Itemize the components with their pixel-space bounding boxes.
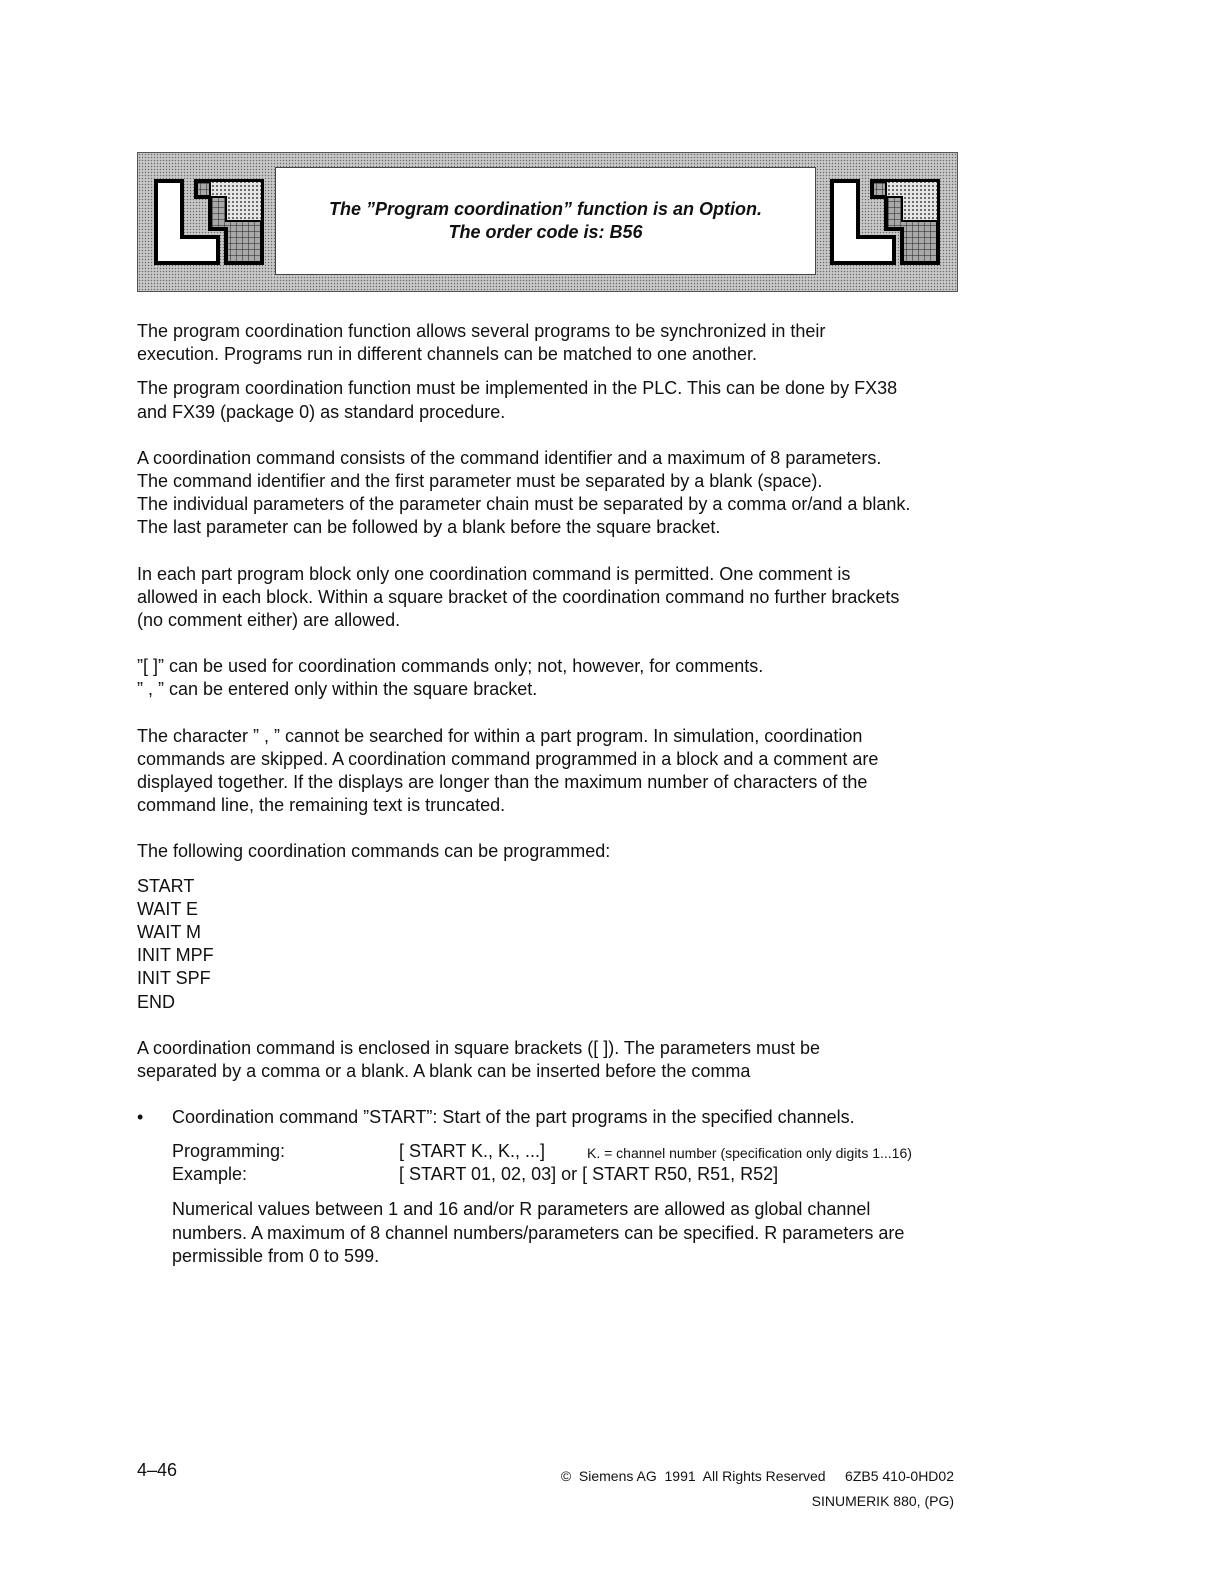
command-item: WAIT M xyxy=(137,922,201,943)
siemens-option-logo-icon xyxy=(828,177,944,269)
programming-note: K. = channel number (specification only digits 1...16) xyxy=(587,1145,912,1162)
command-item: END xyxy=(137,991,176,1012)
paragraph-identifier-separation: The command identifier and the first parameter must be separated by a blank (space). xyxy=(137,471,823,492)
example-row xyxy=(172,1163,967,1186)
paragraph-simulation: The character ” , ” cannot be searched for within a part program. In simulation, coordination commands are skipped. A coordination command programmed in a block and a comment are displayed together. If the displays are longer than the maximum number of characters of the command line, the remaining text is truncated. xyxy=(137,725,879,816)
paragraph-parameter-separation: The individual parameters of the parameter chain must be separated by a comma or/and a blank. The last parameter can be followed by a blank before the square bracket. xyxy=(137,494,911,538)
footer-product: SINUMERIK 880, (PG) xyxy=(811,1493,954,1509)
document-body xyxy=(137,320,967,1268)
paragraph-block-rules: In each part program block only one coordination command is permitted. One comment is allowed in each block. Within a square bracket of the coordination command no further brackets (no comment either) are allowed. xyxy=(137,563,900,631)
paragraph-comma-rule: ” , ” can be entered only within the square bracket. xyxy=(137,679,538,700)
channel-number-note: Numerical values between 1 and 16 and/or R parameters are allowed as global channel numbers. A maximum of 8 channel numbers/parameters can be specified. R parameters are permissible from 0 to 599. xyxy=(172,1199,905,1266)
paragraph-brackets-rule: ”[ ]” can be used for coordination commands only; not, however, for comments. xyxy=(137,656,764,677)
footer xyxy=(561,1464,954,1514)
command-item: START xyxy=(137,875,195,896)
paragraph-command-list-intro: The following coordination commands can be programmed: xyxy=(137,841,611,862)
paragraph-plc: The program coordination function must be implemented in the PLC. This can be done by FX38 and FX39 (package 0) as standard procedure. xyxy=(137,378,898,422)
paragraph-intro: The program coordination function allows several programs to be synchronized in their execution. Programs run in different channels can be matched to one another. xyxy=(137,321,826,365)
programming-syntax: [ START K., K., ...] xyxy=(399,1141,546,1162)
example-label: Example: xyxy=(172,1164,248,1185)
programming-row xyxy=(172,1140,967,1163)
example-value: [ START 01, 02, 03] or [ START R50, R51, R52] xyxy=(399,1164,779,1185)
bullet-marker: • xyxy=(137,1107,144,1128)
paragraph-command-structure: A coordination command consists of the command identifier and a maximum of 8 parameters. xyxy=(137,447,882,468)
command-item: INIT SPF xyxy=(137,968,211,989)
siemens-option-logo-icon xyxy=(152,177,268,269)
command-item: WAIT E xyxy=(137,898,199,919)
option-notice-box xyxy=(137,152,958,292)
paragraph-bracket-syntax: A coordination command is enclosed in square brackets ([ ]). The parameters must be separated by a comma or a blank. A blank can be inserted before the comma xyxy=(137,1037,820,1082)
option-notice-text xyxy=(275,167,816,275)
option-notice-line-1: The ”Program coordination” function is an Option. xyxy=(328,199,762,219)
start-command-description: Coordination command ”START”: Start of the part programs in the specified channels. xyxy=(172,1107,855,1128)
programming-label: Programming: xyxy=(172,1141,286,1162)
page-number: 4–46 xyxy=(137,1460,178,1480)
start-command-section xyxy=(137,1106,967,1268)
command-list xyxy=(137,875,967,1014)
option-notice-line-2: The order code is: B56 xyxy=(448,222,643,242)
command-item: INIT MPF xyxy=(137,945,214,966)
footer-copyright: © Siemens AG 1991 All Rights Reserved 6ZB5 410-0HD02 xyxy=(560,1468,954,1484)
